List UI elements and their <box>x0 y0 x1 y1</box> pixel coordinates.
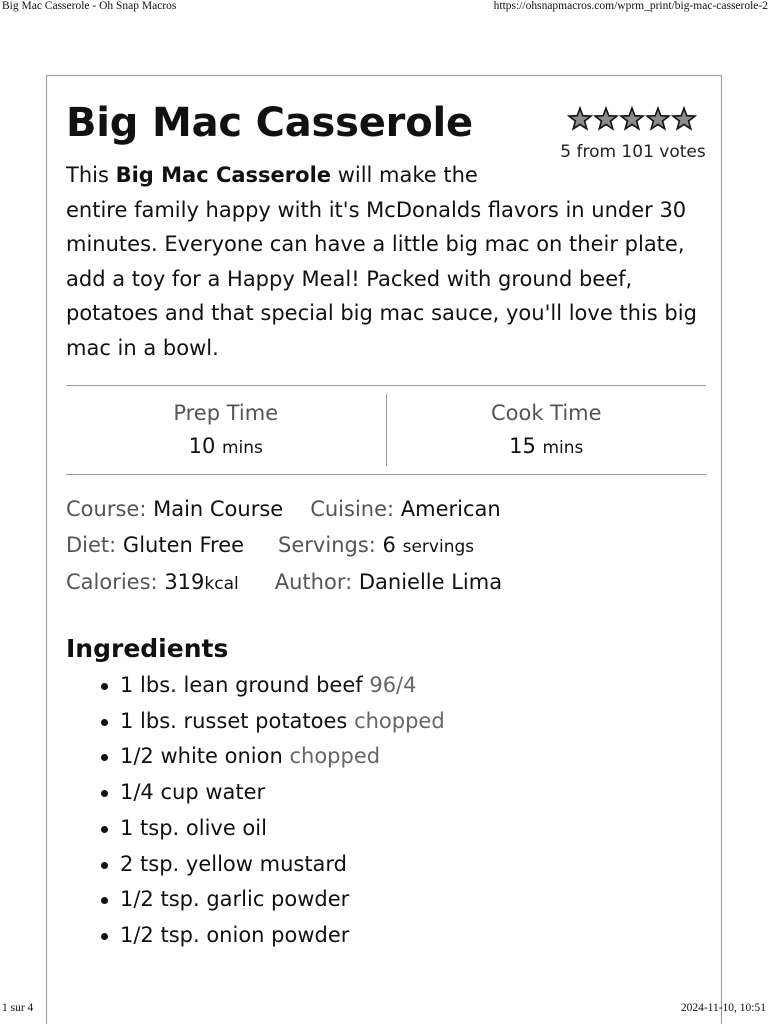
ingredients-heading: Ingredients <box>66 634 229 663</box>
print-footer <box>0 1002 768 1018</box>
meta-calories-value: 319 <box>164 570 205 594</box>
meta-course <box>66 492 283 528</box>
ingredient-text: 2 tsp. yellow mustard <box>120 851 348 876</box>
ingredient-text: 1/4 cup water <box>120 780 266 805</box>
ingredient-notes: 96/4 <box>369 673 417 697</box>
star-icon <box>619 106 645 132</box>
cook-time-label: Cook Time <box>490 401 602 425</box>
ingredient-text: 1 lbs. russet potatoes <box>120 708 348 733</box>
ingredient-item <box>120 775 445 811</box>
meta-author-label: Author: <box>274 570 353 594</box>
print-page-title: Big Mac Casserole - Oh Snap Macros <box>2 0 177 12</box>
cook-time <box>386 394 707 466</box>
meta-calories-unit: kcal <box>204 574 239 594</box>
ingredient-text: 1 tsp. olive oil <box>120 815 267 840</box>
ingredient-text: 1/2 tsp. onion powder <box>120 922 350 947</box>
star-icon <box>671 106 697 132</box>
ingredient-item <box>120 668 445 704</box>
meta-course-label: Course: <box>66 497 147 521</box>
summary-rest: will make the entire family happy with it's McDonalds flavors in under 30 minutes. Everyone can have a little big mac on their plate, add a toy for a Happy Meal! Packed with ground beef, potatoes and that special big mac sauce, you'll love this big mac in a bowl. <box>66 163 697 360</box>
meta-diet-label: Diet: <box>66 532 117 557</box>
ingredient-text: 1/2 tsp. garlic powder <box>120 887 350 912</box>
rating-votes: 5 from 101 votes <box>560 142 706 162</box>
star-icon <box>593 106 619 132</box>
print-header <box>0 0 768 16</box>
recipe-rating <box>556 106 706 162</box>
print-datetime: 2024-11-10, 10:51 <box>680 1002 766 1014</box>
meta-calories <box>66 565 239 603</box>
recipe-title: Big Mac Casserole <box>66 100 473 146</box>
meta-calories-label: Calories: <box>66 570 158 594</box>
ingredients-list <box>66 668 445 954</box>
ingredient-text: 1 lbs. lean ground beef <box>120 673 363 697</box>
meta-row <box>66 565 706 603</box>
meta-author-value: Danielle Lima <box>358 570 503 594</box>
meta-diet <box>66 528 244 564</box>
meta-diet-value: Gluten Free <box>122 532 245 557</box>
ingredient-item <box>120 847 445 883</box>
cook-time-number: 15 <box>509 434 536 458</box>
recipe-summary <box>66 158 706 365</box>
ingredient-item <box>120 918 445 954</box>
star-icon <box>645 106 671 132</box>
ingredient-item <box>120 704 445 740</box>
star-icon <box>567 106 593 132</box>
recipe-times <box>66 385 706 475</box>
rating-stars <box>558 106 706 132</box>
prep-time-number: 10 <box>188 434 216 458</box>
print-page-number: 1 sur 4 <box>2 1002 34 1014</box>
prep-time-unit: mins <box>222 438 263 458</box>
summary-intro: This <box>66 163 116 187</box>
ingredient-item <box>120 739 445 775</box>
prep-time-label: Prep Time <box>173 401 279 425</box>
ingredient-item <box>120 811 445 847</box>
ingredient-notes: chopped <box>289 744 381 769</box>
prep-time-value <box>66 434 386 460</box>
meta-row <box>66 492 706 528</box>
meta-row <box>66 528 706 566</box>
summary-bold: Big Mac Casserole <box>115 163 332 187</box>
prep-time <box>66 386 386 474</box>
meta-servings-unit: servings <box>402 536 475 557</box>
meta-course-value: Main Course <box>153 497 284 521</box>
meta-servings <box>278 528 474 566</box>
cook-time-value <box>387 434 707 460</box>
cook-time-unit: mins <box>542 438 584 458</box>
ingredient-item <box>120 882 445 918</box>
meta-servings-label: Servings: <box>278 532 376 557</box>
meta-cuisine-value: American <box>400 497 501 521</box>
meta-cuisine <box>310 492 501 528</box>
meta-author <box>275 565 502 601</box>
ingredient-notes: chopped <box>354 708 445 733</box>
ingredient-text: 1/2 white onion <box>120 744 283 769</box>
meta-cuisine-label: Cuisine: <box>310 497 395 521</box>
meta-servings-value: 6 <box>382 532 396 557</box>
recipe-card <box>46 75 722 1024</box>
print-url: https://ohsnapmacros.com/wprm_print/big-mac-casserole-2 <box>493 0 768 12</box>
recipe-meta <box>66 492 706 603</box>
